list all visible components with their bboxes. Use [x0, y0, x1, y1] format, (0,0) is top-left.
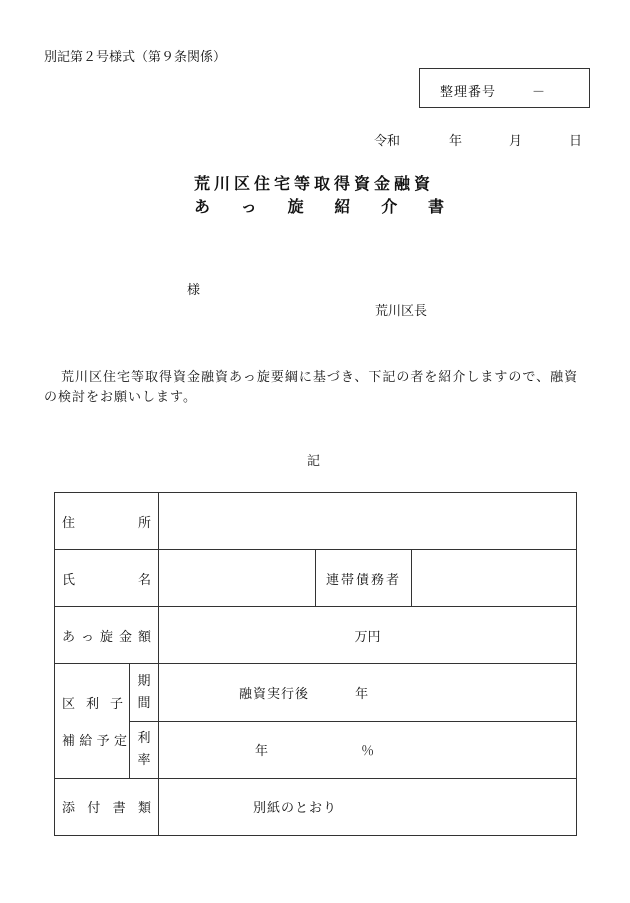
label-char: 給	[79, 734, 93, 750]
period-value-cell[interactable]	[159, 664, 577, 721]
name-value-cell[interactable]	[159, 550, 316, 607]
reference-number-box	[419, 68, 590, 108]
period-label-cell	[130, 664, 159, 721]
label-char: 住	[62, 515, 76, 531]
rate-label-top: 利	[137, 730, 151, 746]
label-char: 所	[137, 515, 151, 531]
table-row-name	[55, 550, 577, 607]
rate-label-bottom: 率	[137, 752, 151, 768]
attachments-value-cell[interactable]	[159, 778, 577, 835]
document-title: 荒川区住宅等取得資金融資	[194, 174, 435, 193]
address-value-cell[interactable]	[159, 493, 577, 550]
period-label-top: 期	[137, 673, 151, 689]
ki-heading: 記	[307, 454, 321, 469]
label-char: 旋	[99, 629, 113, 645]
label-char: 利	[85, 697, 99, 713]
label-char: 付	[87, 801, 101, 817]
period-unit: 年	[355, 687, 369, 703]
document-subtitle	[194, 199, 444, 215]
table-row-amount	[55, 607, 577, 664]
table-row-attachments	[55, 778, 577, 835]
label-char: 定	[113, 734, 127, 750]
table-row-rate	[55, 721, 577, 778]
reference-number-dash: －	[532, 85, 546, 100]
sender-name: 荒川区長	[375, 304, 428, 319]
label-char: 区	[62, 697, 76, 713]
label-char: あ	[62, 629, 76, 645]
amount-unit: 万円	[354, 629, 381, 645]
subsidy-label-cell	[55, 664, 130, 778]
label-char: 補	[62, 734, 76, 750]
name-label-cell	[55, 550, 159, 607]
joint-debtor-value-cell[interactable]	[412, 550, 577, 607]
form-number-label: 別記第２号様式（第９条関係）	[44, 50, 227, 65]
amount-label-cell	[55, 607, 159, 664]
date-month: 月	[509, 134, 523, 149]
reference-number-label: 整理番号	[440, 85, 497, 100]
label-char: 書	[112, 801, 126, 817]
joint-debtor-label: 連帯債務者	[316, 550, 412, 607]
period-label-bottom: 間	[137, 695, 151, 711]
body-paragraph: 荒川区住宅等取得資金融資あっ旋要綱に基づき、下記の者を紹介しますので、融資の検討をお願いします。	[44, 370, 579, 405]
date-era: 令和	[374, 134, 401, 149]
subtitle-char: 書	[427, 197, 444, 216]
table-row-period	[55, 664, 577, 721]
subtitle-char: っ	[240, 197, 257, 216]
table-row-address	[55, 493, 577, 550]
subtitle-char: 介	[381, 197, 398, 216]
rate-percent: ％	[361, 744, 375, 760]
subtitle-char: あ	[194, 197, 211, 216]
addressee-honorific: 様	[187, 283, 201, 298]
address-label-cell	[55, 493, 159, 550]
period-prefix: 融資実行後	[239, 687, 310, 703]
label-char: 名	[137, 572, 151, 588]
label-char: 金	[118, 629, 132, 645]
attachments-value: 別紙のとおり	[253, 801, 338, 817]
rate-year: 年	[255, 744, 269, 760]
rate-label-cell	[130, 721, 159, 778]
label-char: 予	[96, 734, 110, 750]
referral-table	[54, 492, 577, 836]
date-year: 年	[449, 134, 463, 149]
label-char: 額	[137, 629, 151, 645]
attachments-label-cell	[55, 778, 159, 835]
label-char: 氏	[62, 572, 76, 588]
label-char: 子	[109, 697, 123, 713]
label-char: 添	[62, 801, 76, 817]
rate-value-cell[interactable]	[159, 721, 577, 778]
amount-value-cell[interactable]	[159, 607, 577, 664]
label-char: 類	[137, 801, 151, 817]
subtitle-char: 旋	[287, 197, 304, 216]
label-char: っ	[80, 629, 94, 645]
subtitle-char: 紹	[334, 197, 351, 216]
date-day: 日	[569, 134, 583, 149]
